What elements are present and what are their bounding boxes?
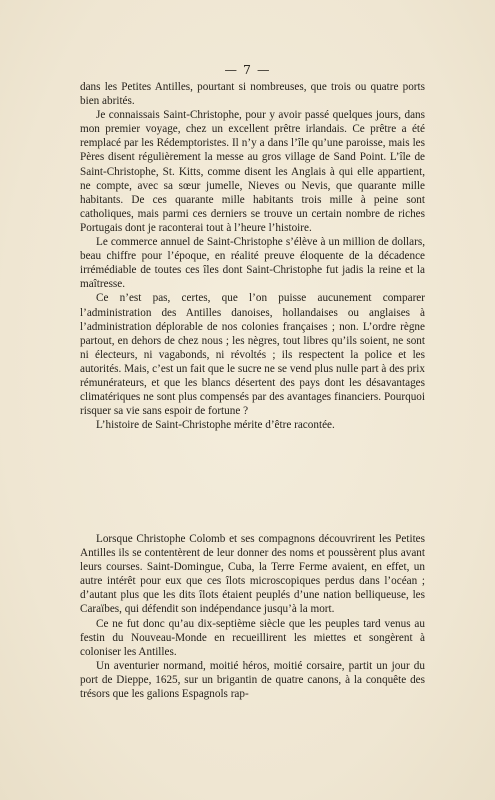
paragraph: Je connaissais Saint-Christophe, pour y avoir passé quelques jours, dans mon premier voyage, chez un excellent prêtre irlandais. Ce prêtre a été remplacé par les Rédemptoristes. Il n’y a dans l’île qu’une paroisse, mais les Pères disent régulièrement la messe au gros village de Sand Point. L’île de Saint-Christophe, St. Kitts, comme disent les Anglais à qui elle appartient, ne compte, avec sa sœur jumelle, Nieves ou Nevis, que quarante mille habitants. De ces quarante mille habitants trois mille à peine sont catholiques, mais parmi ces derniers se trouve un certain nombre de riches Portugais dont je raconterai tout à l’heure l’histoire. [80, 109, 425, 234]
paragraph: Lorsque Christophe Colomb et ses compagnons découvrirent les Petites Antilles ils se contentèrent de leur donner des noms et poussèrent plus avant leurs courses. Saint-Domingue, Cuba, la Terre Ferme avaient, en effet, un autre intérêt pour eux que ces îlots microscopiques perdus dans l’océan ; d’autant plus que les dits îlots étaient peuplés d’une nation belliqueuse, les Caraïbes, qui défendit son indépendance jusqu’à la mort. [80, 533, 425, 616]
paragraph: Ce ne fut donc qu’au dix-septième siècle que les peuples tard venus au festin du Nouveau-Monde en recueillirent les miettes et songèrent à coloniser les Antilles. [80, 617, 425, 658]
paragraph: Le commerce annuel de Saint-Christophe s’élève à un million de dollars, beau chiffre pour l’époque, en réalité preuve éloquente de la décadence irrémédiable de toutes ces îles dont Saint-Christophe fut jadis la reine et la maîtresse. [80, 236, 425, 291]
paragraph: Un aventurier normand, moitié héros, moitié corsaire, partit un jour du port de Dieppe, 1625, sur un brigantin de quatre canons, à la conquête des trésors que les galions Espagnols rap- [80, 659, 425, 701]
text-section-1 [80, 80, 425, 432]
paragraph: L’histoire de Saint-Christophe mérite d’être racontée. [96, 419, 335, 432]
paragraph: dans les Petites Antilles, pourtant si nombreuses, que trois ou quatre ports bien abrités. [80, 81, 425, 108]
page-number: — 7 — [224, 62, 271, 77]
text-section-2 [80, 532, 425, 701]
paragraph: Ce n’est pas, certes, que l’on puisse aucunement comparer l’administration des Antilles danoises, hollandaises ou anglaises à l’administration déplorable de nos colonies françaises ; non. L’ordre règne partout, en dehors de chez nous ; les nègres, tout libres qu’ils soient, ne sont ni électeurs, ni vagabonds, ni révoltés ; ils respectent la police et les autorités. Mais, c’est un fait que le sucre ne se vend plus nulle part à des prix rémunérateurs, et que les blancs désertent des pays dont les désavantages climatériques ne sont plus compensés par des avantages financiers. Pourquoi risquer sa vie sans espoir de fortune ? [80, 292, 425, 418]
